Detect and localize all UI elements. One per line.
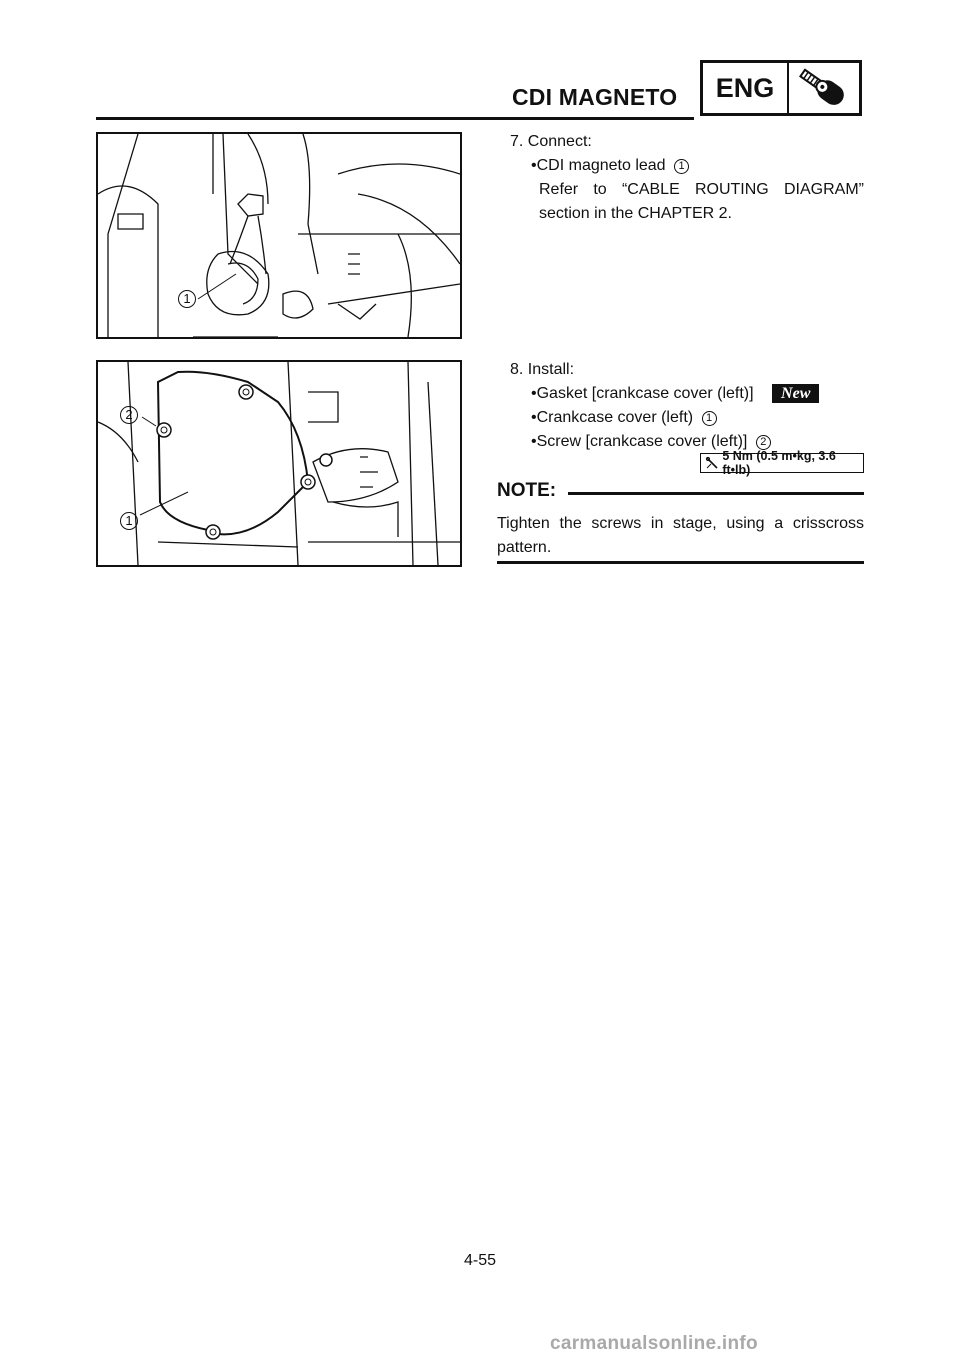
page-title: CDI MAGNETO: [512, 84, 678, 110]
step-number: 7.: [510, 133, 524, 150]
step-action: Connect:: [527, 133, 592, 150]
figure-cdi-magneto-lead: [96, 132, 462, 339]
step-8-heading: [510, 358, 574, 382]
watermark: carmanualsonline.info: [550, 1333, 758, 1354]
bullet-text: Crankcase cover (left): [536, 409, 694, 426]
figure-crankcase-cover: [96, 360, 462, 567]
step-number: 8.: [510, 361, 524, 378]
bullet-text: Gasket [crankcase cover (left)]: [536, 385, 754, 402]
note-bottom-rule: [497, 561, 864, 564]
callout-ref: 1: [674, 159, 689, 174]
bullet-text: CDI magneto lead: [536, 157, 666, 174]
callout-marker-1: 1: [178, 290, 196, 309]
step-8-bullet-cover: •Crankcase cover (left) 1: [531, 406, 717, 430]
torque-value: 5 Nm (0.5 m•kg, 3.6 ft•lb): [722, 449, 836, 477]
section-tab: [700, 60, 862, 116]
callout-marker-2: 2: [120, 406, 138, 425]
callout-ref: 2: [756, 435, 771, 450]
step-7-bullet: •CDI magneto lead 1: [531, 154, 689, 178]
engine-section-icon: [789, 63, 859, 113]
step-8-bullet-gasket: •Gasket [crankcase cover (left)] New: [531, 382, 819, 406]
torque-wrench-icon: [701, 456, 722, 470]
note-text: Tighten the screws in stage, using a crisscross pattern.: [497, 515, 864, 556]
section-code: ENG: [703, 63, 789, 113]
new-part-badge: New: [772, 384, 819, 403]
step-8-bullet-screw: •Screw [crankcase cover (left)] 2: [531, 430, 771, 454]
page-number: 4-55: [463, 1252, 497, 1269]
step-7-heading: [510, 130, 592, 154]
reference-line-1: Refer to “CABLE ROUTING DIAGRAM”: [539, 181, 864, 198]
bullet-text: Screw [crankcase cover (left)]: [536, 433, 748, 450]
step-action: Install:: [527, 361, 575, 378]
header-rule: [96, 117, 694, 120]
callout-marker-1: 1: [120, 512, 138, 531]
note-rule: [568, 492, 864, 495]
callout-ref: 1: [702, 411, 717, 426]
reference-line-2: section in the CHAPTER 2.: [539, 205, 732, 222]
note-label: NOTE:: [497, 480, 557, 501]
torque-spec: [700, 449, 864, 477]
